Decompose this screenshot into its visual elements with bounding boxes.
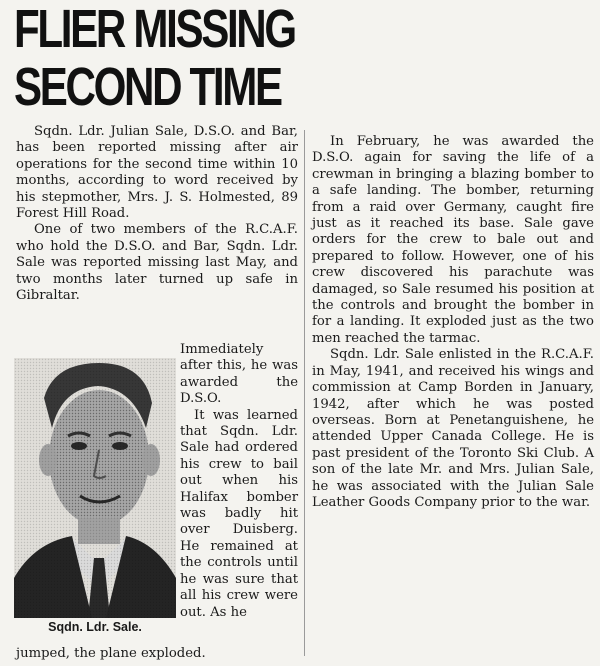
article-paragraph: Sqdn. Ldr. Julian Sale, D.S.O. and Bar, has been reported missing after air operations for the second time within 10 months, according to word received by his stepmother, Mrs. J. S. Holmested, 89 Forest Hill Road.: [16, 124, 298, 222]
article-paragraph: One of two members of the R.C.A.F. who hold the D.S.O. and Bar, Sqdn. Ldr. Sale was reported missing last May, and two months later turned up safe in Gibraltar.: [16, 222, 298, 304]
article-paragraph: It was learned that Sqdn. Ldr. Sale had ordered his crew to bail out when his Halifax bomber was badly hit over Duisberg. He remained at the controls until he was sure that all his crew were out. As he: [180, 407, 298, 620]
column-divider: [304, 130, 305, 656]
article-paragraph: Immediately after this, he was awarded the D.S.O.: [180, 342, 298, 407]
article-column-left: [16, 124, 298, 304]
portrait-photo: [14, 358, 176, 618]
headline: [14, 0, 295, 117]
portrait-image: [14, 358, 176, 618]
article-wrap-text: [180, 342, 298, 621]
photo-caption: Sqdn. Ldr. Sale.: [48, 620, 142, 634]
article-paragraph: Sqdn. Ldr. Sale enlisted in the R.C.A.F. in May, 1941, and received his wings and commission at Camp Borden in January, 1942, after which he was posted overseas. Born at Penetanguishene, he attended Upper Canada College. He is past president of the Toronto Ski Club. A son of the late Mr. and Mrs. Julian Sale, he was associated with the Julian Sale Leather Goods Company prior to the war.: [312, 347, 594, 510]
article-column-right: [312, 134, 594, 511]
article-paragraph-tail: jumped, the plane exploded.: [16, 646, 206, 661]
headline-line-2: SECOND TIME: [14, 57, 281, 117]
headline-line-1: FLIER MISSING: [14, 0, 295, 59]
article-paragraph: In February, he was awarded the D.S.O. again for saving the life of a crewman in bringing a blazing bomber to a safe landing. The bomber, returning from a raid over Germany, caught fire just as it reached its base. Sale gave orders for the crew to bale out and prepared to follow. However, one of his crew discovered his parachute was damaged, so Sale resumed his position at the controls and brought the bomber in for a landing. It exploded just as the two men reached the tarmac.: [312, 134, 594, 346]
